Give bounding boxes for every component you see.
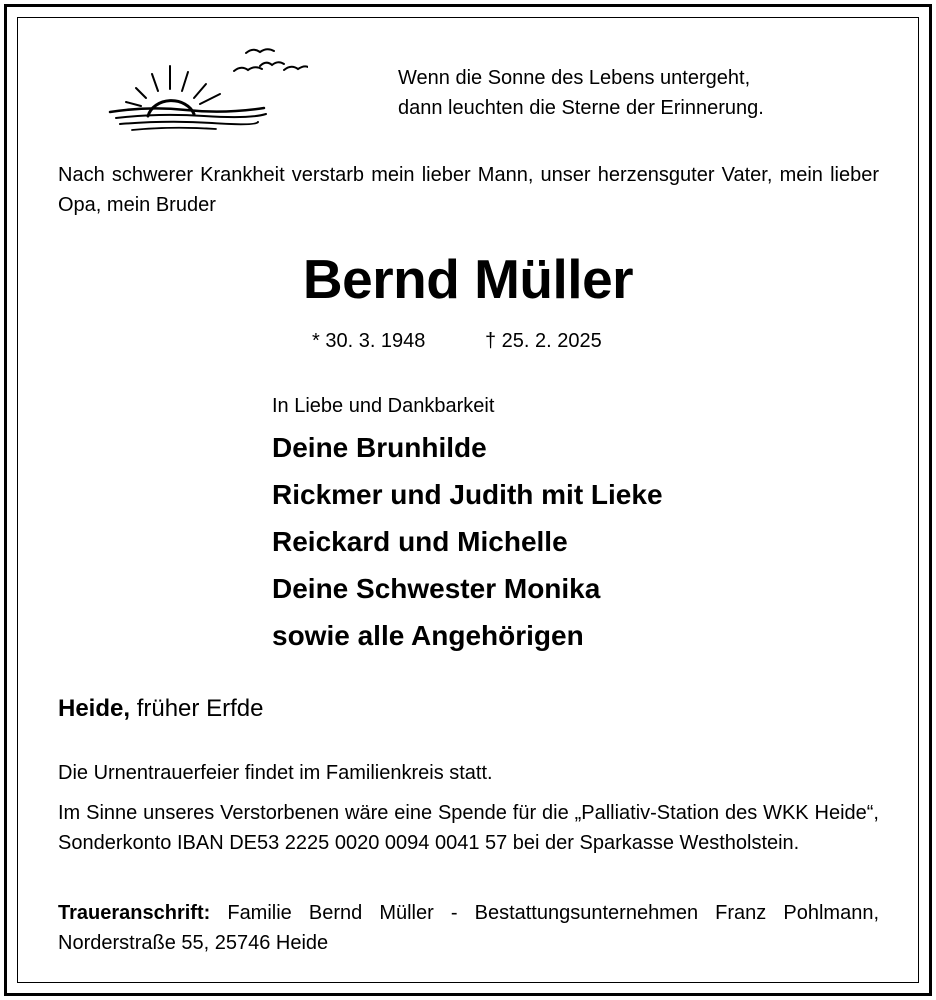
motto-line: Wenn die Sonne des Lebens untergeht, xyxy=(398,67,751,89)
motto-line: dann leuchten die Sterne der Erinnerung. xyxy=(398,97,764,119)
residence-town: Heide, xyxy=(58,695,131,722)
mourner-name: Reickard und Michelle xyxy=(272,526,568,557)
deceased-name: Bernd Müller xyxy=(302,248,634,310)
sunset-birds-icon xyxy=(108,44,308,136)
mourner-name: sowie alle Angehörigen xyxy=(272,620,584,651)
motto-quote xyxy=(398,63,764,123)
death-date: † 25. 2. 2025 xyxy=(485,330,602,352)
mourners-list xyxy=(272,424,663,659)
mourner-name: Rickmer und Judith mit Lieke xyxy=(272,479,663,510)
mourner-name: Deine Brunhilde xyxy=(272,432,487,463)
address-text: Familie Bernd Müller - Bestattungsunternehmen Franz Pohlmann, Norderstraße 55, 25746 Heide xyxy=(58,902,879,954)
birth-date: * 30. 3. 1948 xyxy=(312,330,426,352)
intro-text: Nach schwerer Krankheit verstarb mein lieber Mann, unser herzensguter Vater, mein lieber Opa, mein Bruder xyxy=(58,164,879,216)
donation-notice: Im Sinne unseres Verstorbenen wäre eine Spende für die „Palliativ-Station des WKK Heide“, Sonderkonto IBAN DE53 2225 0020 0094 0041 57 bei der Sparkasse Westholstein. xyxy=(58,802,879,854)
dedication-text: In Liebe und Dankbarkeit xyxy=(272,395,495,417)
ceremony-notice: Die Urnentrauerfeier findet im Familienkreis statt. xyxy=(58,762,493,784)
mourner-name: Deine Schwester Monika xyxy=(272,573,601,604)
address-label: Traueranschrift: xyxy=(58,902,211,924)
residence xyxy=(58,692,263,726)
residence-former: früher Erfde xyxy=(130,695,264,722)
mourning-address xyxy=(58,898,879,958)
